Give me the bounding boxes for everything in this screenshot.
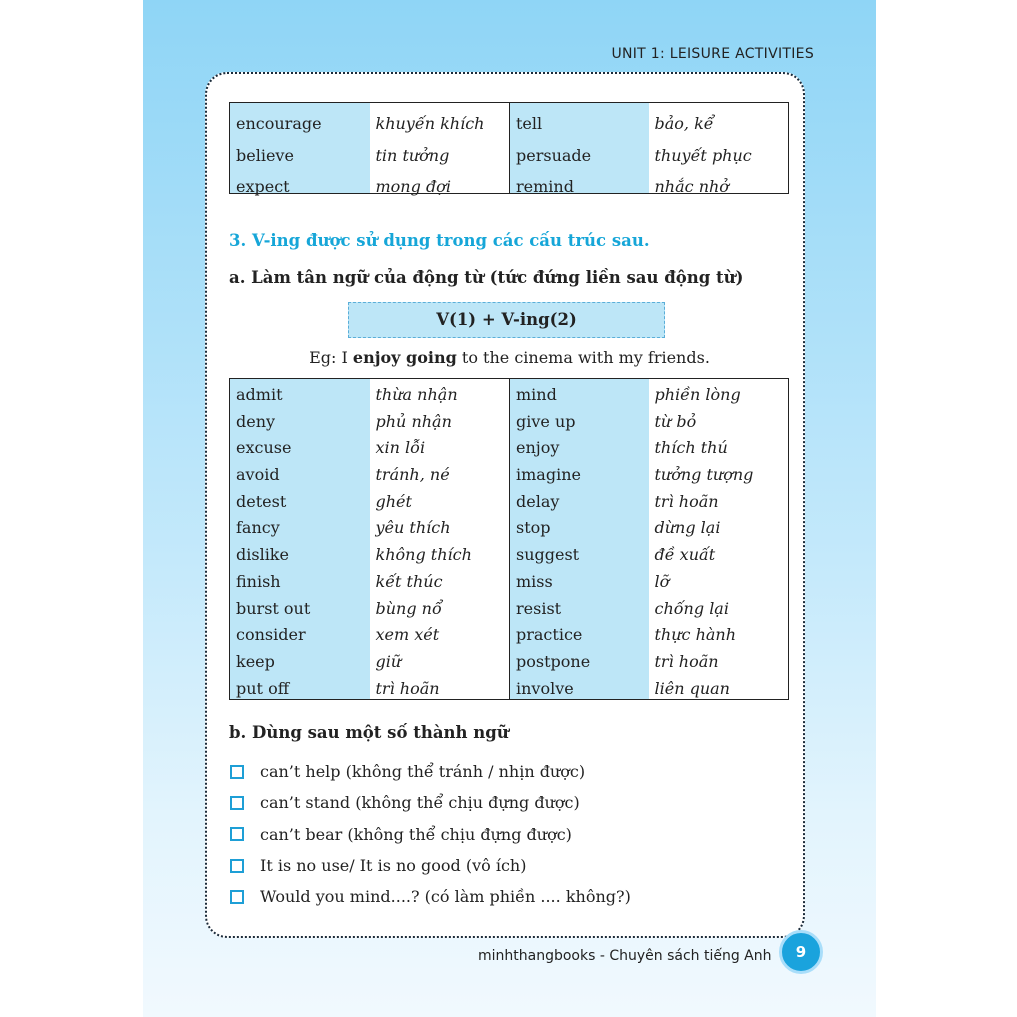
verb-cell: avoid [236,465,280,485]
verb-cell: enjoy [516,438,560,458]
meaning-cell: kết thúc [375,571,443,591]
meaning-cell: thuyết phục [654,145,752,165]
footer-text: minhthangbooks - Chuyên sách tiếng Anh [478,948,772,964]
verb-cell: suggest [516,545,580,565]
verb-cell: finish [236,571,281,591]
meaning-cell: ghét [375,491,412,511]
meaning-cell: thích thú [654,438,728,458]
idiom-item [230,819,631,850]
verb-cell: miss [516,571,553,591]
formula-box: V(1) + V-ing(2) [348,302,665,338]
table2-col-meaning-1 [370,379,510,699]
idiom-text: can’t help (không thể tránh / nhịn được) [260,762,586,782]
meaning-cell: trì hoãn [654,491,719,511]
checkbox-square-icon [230,765,244,779]
verb-cell: put off [236,678,290,698]
idiom-text: can’t stand (không thể chịu đựng được) [260,793,580,813]
verb-cell: stop [516,518,551,538]
verb-cell: keep [236,651,275,671]
meaning-cell: tưởng tượng [654,465,754,485]
meaning-cell: phủ nhận [375,411,452,431]
meaning-cell: nhắc nhở [654,177,729,196]
meaning-cell: bảo, kể [654,114,714,133]
verb-cell: give up [516,411,576,431]
meaning-cell: trì hoãn [375,678,440,698]
verb-cell: admit [236,385,283,404]
verb-cell: remind [516,177,574,196]
table1-col-meaning-2 [649,103,789,196]
checkbox-square-icon [230,827,244,841]
table2-col-verb-1 [230,379,370,699]
verb-cell: practice [516,625,583,645]
verb-cell: persuade [516,145,592,165]
meaning-cell: chống lại [654,598,729,618]
meaning-cell: khuyến khích [375,114,485,133]
verb-cell: expect [236,177,290,196]
checkbox-square-icon [230,859,244,873]
table2-col-meaning-2 [649,379,789,699]
meaning-cell: phiền lòng [654,385,741,404]
idiom-text: Would you mind....? (có làm phiền .... không?) [260,887,631,907]
section-a-title: a. Làm tân ngữ của động từ (tức đứng liền sau động từ) [229,268,744,287]
section-3-title: 3. V-ing được sử dụng trong các cấu trúc sau. [229,231,650,250]
verb-cell: imagine [516,465,581,485]
example-sentence [143,348,876,367]
meaning-cell: từ bỏ [654,411,697,431]
table2-col-verb-2 [509,379,649,699]
book-page [143,0,876,1017]
meaning-cell: xem xét [375,625,440,645]
meaning-cell: tin tưởng [375,145,450,165]
idiom-item [230,756,631,787]
verb-cell: detest [236,491,287,511]
meaning-cell: đề xuất [654,545,716,565]
example-prefix: Eg: I [309,348,353,367]
meaning-cell: trì hoãn [654,651,719,671]
meaning-cell: giữ [375,651,402,671]
meaning-cell: không thích [375,545,472,565]
vocab-table-1 [229,102,789,194]
verb-cell: dislike [236,545,289,565]
checkbox-square-icon [230,796,244,810]
table1-col-verb-2 [509,103,649,196]
meaning-cell: mong đợi [375,177,451,196]
meaning-cell: tránh, né [375,465,450,485]
table1-col-meaning-1 [370,103,510,196]
verb-cell: encourage [236,114,322,133]
verb-cell: mind [516,385,557,404]
meaning-cell: thừa nhận [375,385,458,404]
vocab-table-2 [229,378,789,700]
meaning-cell: xin lỗi [375,438,426,458]
verb-cell: believe [236,145,294,165]
meaning-cell: bùng nổ [375,598,442,618]
section-b-title: b. Dùng sau một số thành ngữ [229,723,509,742]
unit-header: UNIT 1: LEISURE ACTIVITIES [611,46,814,62]
idiom-item [230,850,631,881]
meaning-cell: yêu thích [375,518,451,538]
idiom-text: It is no use/ It is no good (vô ích) [260,856,527,876]
verb-cell: resist [516,598,562,618]
verb-cell: tell [516,114,543,133]
verb-cell: deny [236,411,276,431]
verb-cell: fancy [236,518,280,538]
idiom-list [230,756,631,912]
meaning-cell: liên quan [654,678,730,698]
verb-cell: burst out [236,598,311,618]
example-suffix: to the cinema with my friends. [456,348,710,367]
verb-cell: postpone [516,651,591,671]
verb-cell: involve [516,678,574,698]
meaning-cell: dừng lại [654,518,721,538]
verb-cell: consider [236,625,306,645]
table1-col-verb-1 [230,103,370,196]
example-bold: enjoy going [352,348,457,367]
checkbox-square-icon [230,890,244,904]
idiom-text: can’t bear (không thể chịu đựng được) [260,824,572,844]
idiom-item [230,787,631,818]
verb-cell: excuse [236,438,292,458]
page-number-badge: 9 [779,930,823,974]
idiom-item [230,881,631,912]
meaning-cell: thực hành [654,625,737,645]
meaning-cell: lỡ [654,571,670,591]
verb-cell: delay [516,491,560,511]
